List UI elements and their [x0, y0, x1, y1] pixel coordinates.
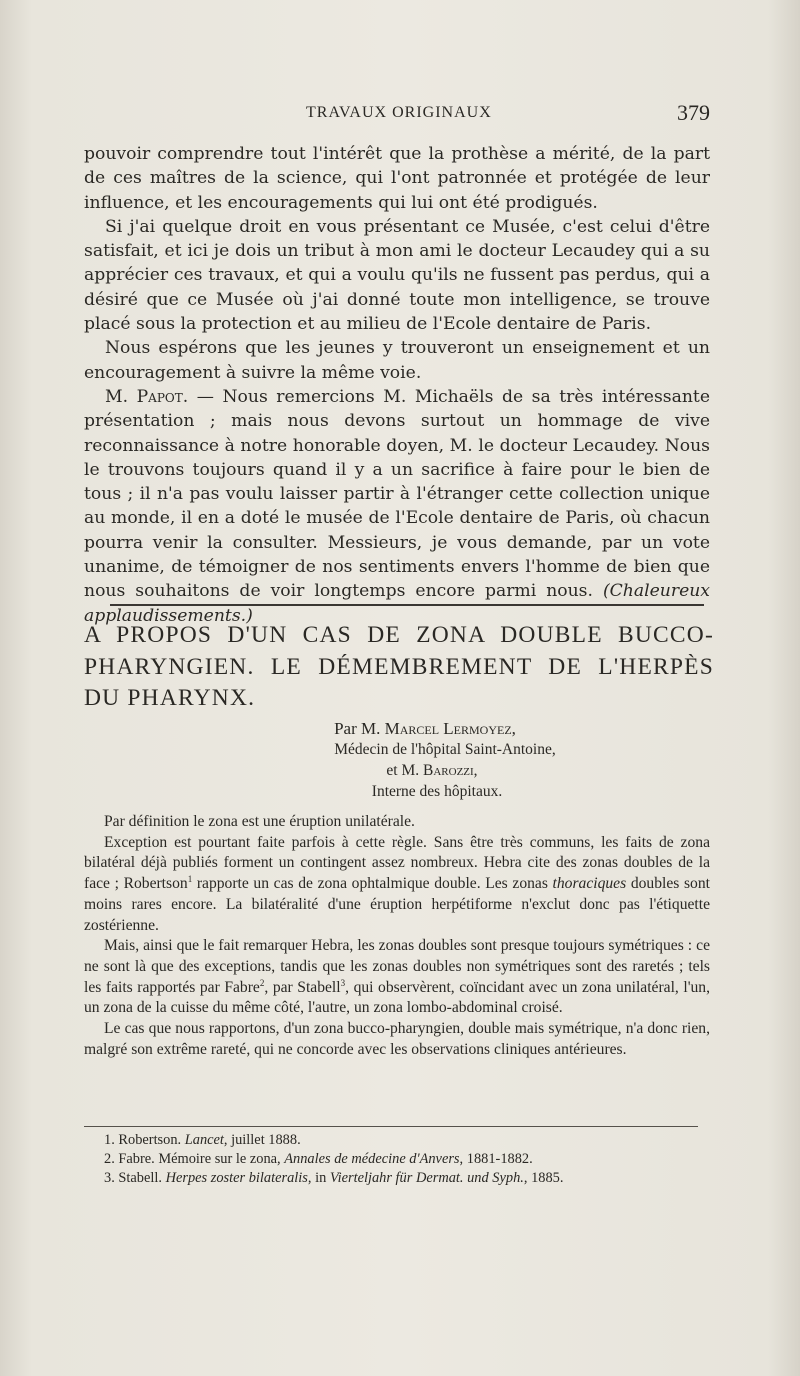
article-paragraph-2 [84, 833, 710, 937]
article-body [84, 812, 710, 1060]
footnote-ref-1: 1 [187, 873, 193, 884]
paragraph-text: doubles sont moins rares encore. La bilatéralité d'une éruption herpétiforme n'exclut donc pas l'étiquette zostérienne. [84, 875, 710, 934]
running-title: TRAVAUX ORIGINAUX [306, 104, 492, 121]
speech-text: — Nous remercions M. Michaëls de sa très intéressante présentation ; mais nous devons surtout un hommage de vive reconnaissance à notre honorable doyen, M. le docteur Lecaudey. Nous le trouvons toujours quand il y a un sacrifice à faire pour le bien de tous ; il n'a pas voulu laisser partir à l'étranger cette collection unique au monde, il en a doté le musée de l'Ecole dentaire de Paris, où chacun pourra venir la consulter. Messieurs, je vous demande, par un vote unanime, de témoigner de nos sentiments envers l'homme de bien que nous souhaitons de voir longtemps encore parmi nous. [84, 386, 710, 602]
author-2-role: Interne des hôpitaux. [371, 783, 503, 800]
footnote-2 [104, 1150, 704, 1169]
section-divider [110, 604, 704, 606]
page-header [84, 102, 710, 128]
footnote-number: 2. [104, 1151, 115, 1167]
footnote-ref-2: 2 [259, 977, 265, 988]
footnote-text: Stabell. [114, 1170, 166, 1186]
paragraph-text: Mais, ainsi que le fait remarquer Hebra, les zonas doubles sont presque toujours symétriques : ce ne sont là que des exceptions, tandis que les zonas doubles non symétriques sont des raretés ; tels les faits rapportés par Fabre [84, 937, 710, 996]
footnote-text: Fabre. Mémoire sur le zona, [114, 1151, 285, 1167]
article-paragraph-4: Le cas que nous rapportons, d'un zona bucco-pharyngien, double mais symétrique, n'a donc rien, malgré son extrême rareté, qui ne concorde avec les observations cliniques antérieures. [84, 1020, 710, 1058]
author-1: Marcel Lermoyez, [384, 719, 516, 738]
italic-term: thoraciques [552, 875, 627, 893]
byline [84, 718, 710, 802]
footnote-1 [104, 1131, 704, 1150]
footnote-text: Robertson. [114, 1132, 185, 1148]
paragraph-text: rapporte un cas de zona ophtalmique double. Les zonas [192, 875, 553, 893]
page-number: 379 [677, 100, 710, 125]
footnote-italic: Vierteljahr für Dermat. und Syph. [329, 1170, 524, 1186]
author-line-2 [154, 760, 710, 781]
author-1-role: Médecin de l'hôpital Saint-Antoine, [334, 741, 556, 758]
footnote-text: , in [307, 1170, 330, 1186]
footnote-number: 1. [104, 1132, 115, 1148]
author-prefix: Par M. [334, 719, 385, 738]
footnotes [104, 1131, 704, 1188]
speaker-name: M. Papot. [105, 386, 189, 407]
intro-text [84, 142, 710, 628]
footnote-italic: Lancet [184, 1132, 224, 1148]
author-2-prefix: et M. [386, 762, 424, 779]
intro-paragraph-4 [84, 385, 710, 628]
article-title: A PROPOS D'UN CAS DE ZONA DOUBLE BUCCO-PHARYNGIEN. LE DÉMEMBREMENT DE L'HERPÈS DU PHARYNX. [84, 622, 714, 711]
article-paragraph-1: Par définition le zona est une éruption unilatérale. [104, 813, 415, 830]
footnote-3 [104, 1169, 704, 1188]
paragraph-text: , par Stabell [264, 978, 341, 996]
footnote-number: 3. [104, 1170, 115, 1186]
author-2: Barozzi, [423, 762, 478, 779]
footnote-italic: Herpes zoster bilateralis [165, 1170, 308, 1186]
author-line-1 [140, 718, 710, 739]
footnote-ref-3: 3 [340, 977, 346, 988]
footnote-divider [84, 1126, 698, 1127]
footnote-text: , 1885. [523, 1170, 564, 1186]
paragraph-text: Exception est pourtant faite parfois à cette règle. Sans être très communs, les faits de zona bilatéral déjà publiés forment un contingent assez nombreux. Hebra cite des zonas doubles de la face ; Robertson [84, 833, 710, 893]
intro-paragraph-2: Si j'ai quelque droit en vous présentant ce Musée, c'est celui d'être satisfait, et ici je dois un tribut à mon ami le docteur Lecaudey qui a su apprécier ces travaux, et qui a voulu qu'ils ne fussent pas perdus, qui a désiré que ce Musée où j'ai donné toute mon intelligence, se trouve placé sous la protection et au milieu de l'Ecole dentaire de Paris. [84, 216, 710, 335]
paragraph-text: , qui observèrent, coïncidant avec un zona unilatéral, l'un, un zona de la cuisse du même côté, l'autre, un zona lombo-abdominal croisé. [84, 978, 711, 1017]
intro-paragraph-1: pouvoir comprendre tout l'intérêt que la prothèse a mérité, de la part de ces maîtres de la science, qui l'ont patronnée et protégée de leur influence, et les encouragements qui lui ont été prodigués. [84, 144, 710, 213]
footnote-text: , juillet 1888. [223, 1132, 301, 1148]
applause-note: (Chaleureux applaudissements.) [84, 581, 710, 626]
footnote-italic: Annales de médecine d'Anvers [284, 1151, 460, 1167]
footnote-text: , 1881-1882. [459, 1151, 533, 1167]
article-paragraph-3 [84, 936, 710, 1019]
intro-paragraph-3: Nous espérons que les jeunes y trouveront un enseignement et un encouragement à suivre la même voie. [84, 338, 710, 383]
